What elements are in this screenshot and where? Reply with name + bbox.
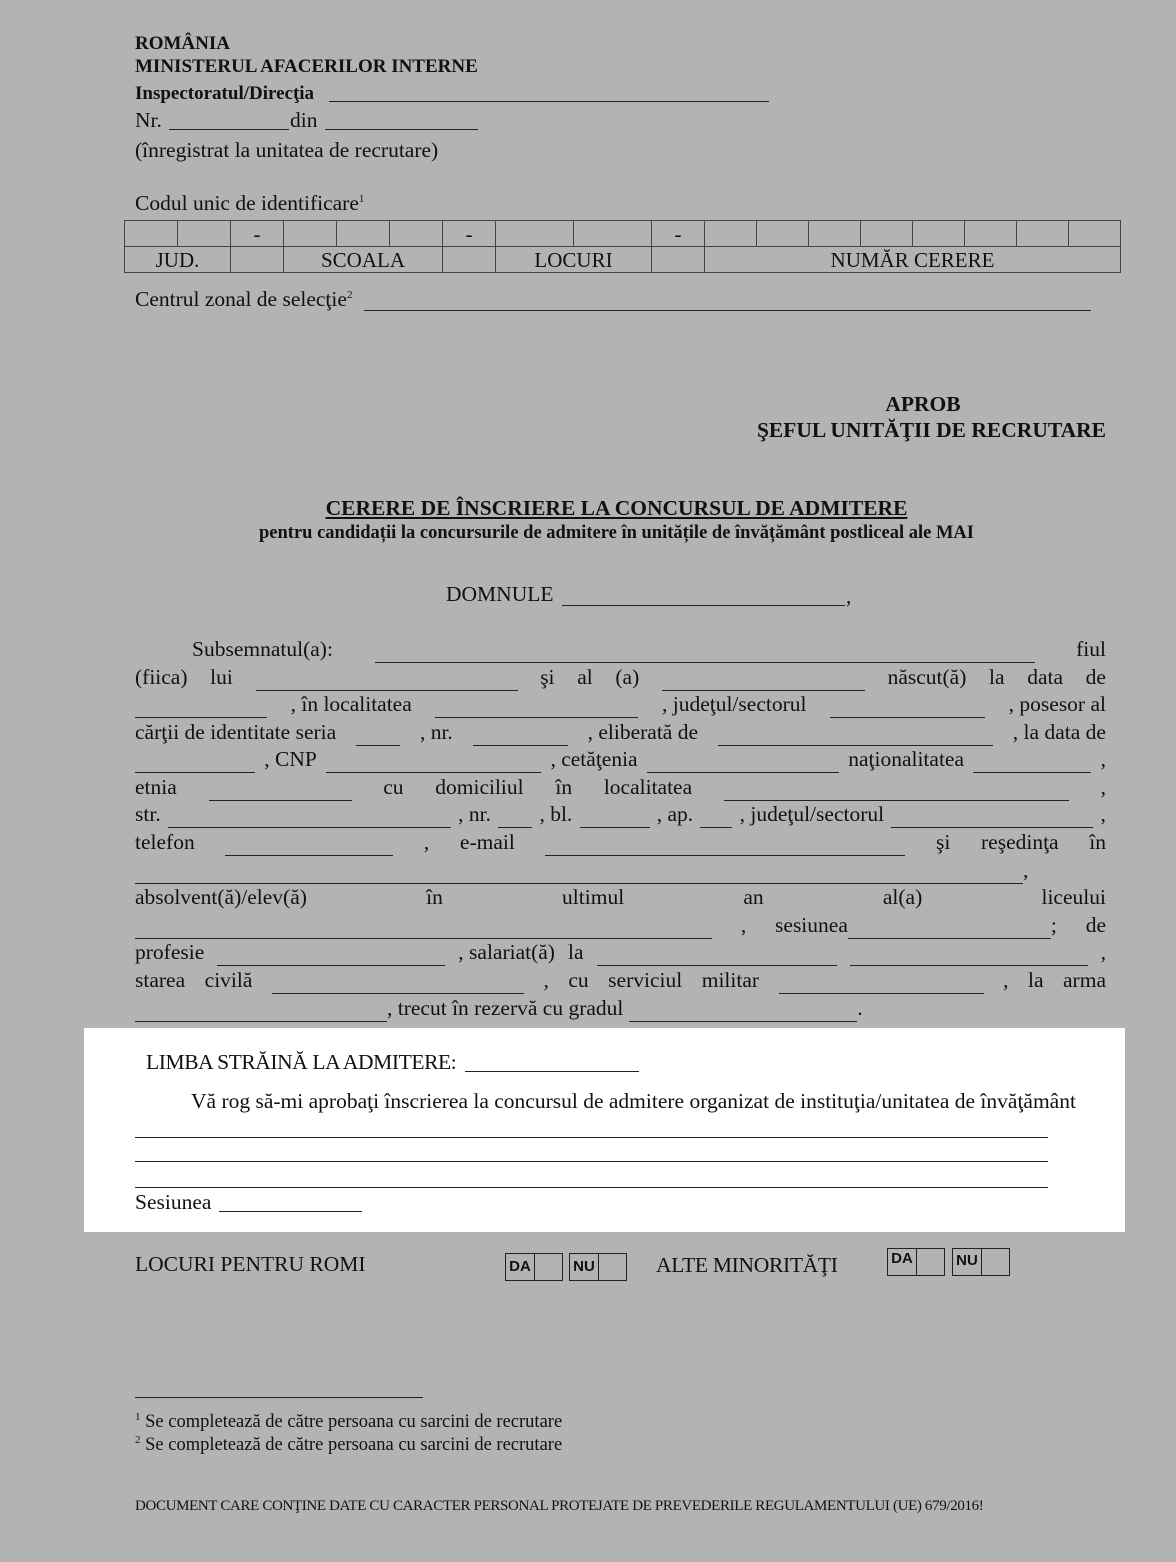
military-service-label: serviciul: [608, 968, 683, 992]
footnote-1: [135, 1411, 562, 1434]
text: ,: [1003, 968, 1009, 992]
body-line-6: [135, 774, 1106, 801]
text: .: [857, 996, 863, 1020]
footnote-ref-2: 2: [346, 288, 353, 301]
text: lui: [210, 665, 233, 689]
text: ,: [740, 913, 747, 937]
text: la: [989, 665, 1005, 689]
daughter-label: (fiica): [135, 665, 188, 689]
apartment-label: , ap.: [656, 802, 694, 826]
domicile-label: domiciliul: [435, 775, 524, 799]
body-line-9: [135, 857, 1106, 884]
nationality-label: naţionalitatea: [848, 747, 965, 771]
code-cell-numar-1[interactable]: [705, 221, 757, 247]
code-cell-jud-2[interactable]: [178, 221, 231, 247]
text: an: [743, 885, 764, 909]
code-cell-scoala-1[interactable]: [284, 221, 337, 247]
registration-date-field[interactable]: [325, 129, 478, 130]
graduation-session-field[interactable]: [848, 918, 1051, 939]
text: de: [1085, 665, 1106, 689]
code-separator: -: [443, 221, 496, 247]
unique-code-table: [124, 220, 1121, 273]
text: ,: [543, 968, 549, 992]
id-number-label: , nr.: [419, 720, 453, 744]
text: civilă: [204, 968, 253, 992]
code-group-jud: JUD.: [125, 247, 231, 273]
code-cell-scoala-3[interactable]: [390, 221, 443, 247]
text: în: [426, 885, 443, 909]
request-text: Vă rog să-mi aprobaţi înscrierea la concursul de admitere organizat de instituţia/unitatea de învăţământ: [191, 1089, 1076, 1113]
cnp-field[interactable]: [326, 752, 541, 773]
street-number-label: , nr.: [458, 802, 491, 826]
block-label: , bl.: [539, 802, 573, 826]
graduation-session-label: sesiunea: [775, 913, 848, 937]
body-line-8: [135, 829, 1106, 856]
unique-code-label: [135, 190, 364, 217]
reserve-rank-field[interactable]: [629, 1001, 857, 1022]
footnote-2-text: Se completează de către persoana cu sarcini de recrutare: [145, 1435, 563, 1455]
nationality-field[interactable]: [973, 752, 1091, 773]
birth-county-label: , judeţul/sectorul: [661, 692, 807, 716]
footnote-2: [135, 1434, 562, 1457]
no-label: NU: [953, 1249, 982, 1275]
ethnicity-field[interactable]: [209, 780, 352, 801]
checkbox-box[interactable]: [917, 1249, 944, 1275]
employer-field-2[interactable]: [850, 945, 1088, 966]
code-cell-numar-7[interactable]: [1017, 221, 1069, 247]
yes-label: DA: [506, 1254, 535, 1280]
gdpr-disclaimer: DOCUMENT CARE CONŢINE DATE CU CARACTER PERSONAL PROTEJATE DE PREVEDERILE REGULAMENTULUI (UE) 679/2016!: [135, 1498, 984, 1514]
body-line-3: [135, 691, 1106, 718]
code-cell-locuri-1[interactable]: [496, 221, 574, 247]
issued-by-label: , eliberată de: [587, 720, 699, 744]
foreign-language-label: LIMBA STRĂINĂ LA ADMITERE:: [146, 1050, 457, 1074]
footnote-ref-1: 1: [358, 192, 365, 205]
code-group-gap: [443, 247, 496, 273]
domicile-county-field[interactable]: [891, 807, 1093, 828]
code-cell-locuri-2[interactable]: [574, 221, 652, 247]
text: data: [1027, 665, 1064, 689]
email-label: e-mail: [459, 830, 515, 854]
issued-by-field[interactable]: [718, 725, 993, 746]
text: la: [1027, 968, 1044, 992]
text: cu: [568, 968, 589, 992]
text: ,: [1100, 747, 1106, 771]
document-subtitle: pentru candidații la concursurile de admitere în unitățile de învățământ postliceal ale MAI: [259, 523, 974, 543]
highschool-field[interactable]: [135, 918, 712, 939]
selection-center-label: [135, 286, 352, 313]
session-field[interactable]: [219, 1211, 362, 1212]
checkbox-box[interactable]: [982, 1249, 1009, 1275]
body-line-2: [135, 664, 1106, 691]
body-line-11: [135, 912, 1106, 939]
checkbox-box[interactable]: [535, 1254, 562, 1280]
selection-center-field[interactable]: [364, 310, 1091, 311]
text: (a): [615, 665, 640, 689]
residence-field[interactable]: [135, 863, 1023, 884]
domicile-locality-field[interactable]: [724, 780, 1069, 801]
street-field[interactable]: [168, 807, 451, 828]
body-line-13: [135, 967, 1106, 994]
block-field[interactable]: [580, 807, 650, 828]
code-cell-numar-2[interactable]: [757, 221, 809, 247]
id-series-label: cărţii de identitate seria: [135, 720, 337, 744]
employer-field[interactable]: [597, 945, 837, 966]
text: în: [555, 775, 573, 799]
body-line-4: [135, 719, 1106, 746]
body-line-14: [135, 995, 1106, 1022]
text: ultimul: [562, 885, 625, 909]
body-line-12: [135, 939, 1106, 966]
father-name-field[interactable]: [256, 670, 518, 691]
graduate-label: absolvent(ă)/elev(ă): [135, 885, 307, 909]
session-group: [775, 912, 1057, 939]
code-label-row: [125, 247, 1121, 273]
text: ,: [1023, 858, 1029, 882]
other-minorities-yes-checkbox[interactable]: [887, 1248, 945, 1276]
arm-field[interactable]: [135, 1001, 387, 1022]
apartment-field[interactable]: [700, 807, 732, 828]
code-cell-numar-5[interactable]: [913, 221, 965, 247]
born-label: născut(ă): [887, 665, 967, 689]
text: cu: [383, 775, 404, 799]
phone-field[interactable]: [225, 835, 393, 856]
footnote-separator: [135, 1397, 423, 1398]
text: ,: [1100, 802, 1106, 826]
roma-yes-checkbox[interactable]: [505, 1253, 563, 1281]
phone-label: telefon: [135, 830, 195, 854]
marital-status-field[interactable]: [272, 973, 524, 994]
birth-locality-label: , în localitatea: [290, 692, 412, 716]
issue-date-field[interactable]: [135, 752, 255, 773]
session-label: Sesiunea: [135, 1190, 212, 1214]
institution-field-line-1[interactable]: [135, 1137, 1048, 1138]
code-cell-numar-4[interactable]: [861, 221, 913, 247]
ethnicity-label: etnia: [135, 775, 177, 799]
birth-locality-field[interactable]: [435, 697, 638, 718]
code-cell-numar-6[interactable]: [965, 221, 1017, 247]
arm-label: arma: [1063, 968, 1106, 992]
roma-no-checkbox[interactable]: [569, 1253, 627, 1281]
salutation-comma: ,: [846, 584, 852, 608]
issue-date-label: , la data de: [1012, 720, 1106, 744]
id-number-field[interactable]: [473, 725, 568, 746]
body-line-1: [135, 636, 1106, 663]
text: de: [1085, 913, 1106, 937]
institution-field-line-3[interactable]: [135, 1187, 1048, 1188]
citizenship-label: , cetăţenia: [550, 747, 638, 771]
addressee-field[interactable]: [562, 605, 845, 606]
document-title: CERERE DE ÎNSCRIERE LA CONCURSUL DE ADMITERE: [325, 496, 908, 520]
street-number-field[interactable]: [498, 807, 532, 828]
code-separator: -: [652, 221, 705, 247]
text: în: [1089, 830, 1106, 854]
no-label: NU: [570, 1254, 599, 1280]
id-series-field[interactable]: [356, 725, 400, 746]
country-heading: ROMÂNIA: [135, 33, 230, 54]
registration-number-field[interactable]: [169, 129, 289, 130]
body-line-5: [135, 746, 1106, 773]
text: şi: [540, 665, 555, 689]
other-minorities-label: ALTE MINORITĂŢI: [656, 1253, 838, 1277]
code-group-locuri: LOCURI: [496, 247, 652, 273]
full-name-field[interactable]: [375, 642, 1035, 663]
approval-signatory: ŞEFUL UNITĂŢII DE RECRUTARE: [756, 418, 1106, 442]
street-label: str.: [135, 802, 161, 826]
son-label: fiul: [1076, 637, 1106, 661]
email-field[interactable]: [545, 835, 905, 856]
text: şi: [936, 830, 951, 854]
yes-label: DA: [888, 1249, 917, 1275]
code-group-gap: [652, 247, 705, 273]
approval-label: APROB: [885, 392, 961, 416]
profession-label: profesie: [135, 940, 205, 964]
body-line-7: [135, 801, 1106, 828]
code-group-gap: [231, 247, 284, 273]
foreign-language-field[interactable]: [465, 1071, 639, 1072]
military-service-field[interactable]: [779, 973, 984, 994]
unique-code-label-text: Codul unic de identificare: [135, 191, 359, 215]
roma-places-label: LOCURI PENTRU ROMI: [135, 1252, 366, 1276]
text: ,: [1100, 775, 1106, 799]
registered-note: (înregistrat la unitatea de recrutare): [135, 138, 439, 162]
body-line-10: [135, 884, 1106, 911]
footnote-1-ref: 1: [135, 1410, 141, 1423]
domicile-county-label: , judeţul/sectorul: [739, 802, 885, 826]
inspectorate-field[interactable]: [329, 101, 769, 102]
institution-field-line-2[interactable]: [135, 1161, 1048, 1162]
code-digit-row: [125, 221, 1121, 247]
salutation-label: DOMNULE: [446, 582, 554, 606]
footnote-2-ref: 2: [135, 1433, 141, 1446]
text: la: [567, 940, 584, 964]
mother-name-field[interactable]: [662, 670, 865, 691]
citizenship-field[interactable]: [647, 752, 839, 773]
birth-date-field[interactable]: [135, 697, 267, 718]
code-group-numar-cerere: NUMĂR CERERE: [705, 247, 1121, 273]
ministry-heading: MINISTERUL AFACERILOR INTERNE: [135, 56, 478, 77]
footnote-1-text: Se completează de către persoana cu sarcini de recrutare: [145, 1412, 563, 1432]
owner-label: , posesor al: [1008, 692, 1106, 716]
nr-label: Nr.: [135, 108, 162, 132]
residence-label: reşedinţa: [981, 830, 1059, 854]
code-separator: -: [231, 221, 284, 247]
inspectorate-label: Inspectoratul/Direcţia: [135, 83, 315, 104]
text: al(a): [882, 885, 923, 909]
checkbox-box[interactable]: [599, 1254, 626, 1280]
cnp-label: , CNP: [264, 747, 317, 771]
text: al: [577, 665, 593, 689]
text: ,: [423, 830, 430, 854]
other-minorities-no-checkbox[interactable]: [952, 1248, 1010, 1276]
code-cell-numar-8[interactable]: [1069, 221, 1121, 247]
selection-center-label-text: Centrul zonal de selecţie: [135, 287, 347, 311]
code-cell-scoala-2[interactable]: [337, 221, 390, 247]
highschool-label: liceului: [1041, 885, 1106, 909]
code-cell-numar-3[interactable]: [809, 221, 861, 247]
birth-county-field[interactable]: [830, 697, 985, 718]
text: militar: [701, 968, 760, 992]
undersigned-label: Subsemnatul(a):: [192, 637, 333, 661]
profession-field[interactable]: [217, 945, 445, 966]
domicile-locality-label: localitatea: [603, 775, 693, 799]
marital-status-label: starea: [135, 968, 186, 992]
reserve-rank-label: , trecut în rezervă cu gradul: [387, 996, 624, 1020]
text: ;: [1050, 913, 1057, 937]
employed-label: , salariat(ă): [458, 940, 555, 964]
code-group-scoala: SCOALA: [284, 247, 443, 273]
code-cell-jud-1[interactable]: [125, 221, 178, 247]
din-label: din: [290, 108, 318, 132]
text: ,: [1100, 940, 1106, 964]
